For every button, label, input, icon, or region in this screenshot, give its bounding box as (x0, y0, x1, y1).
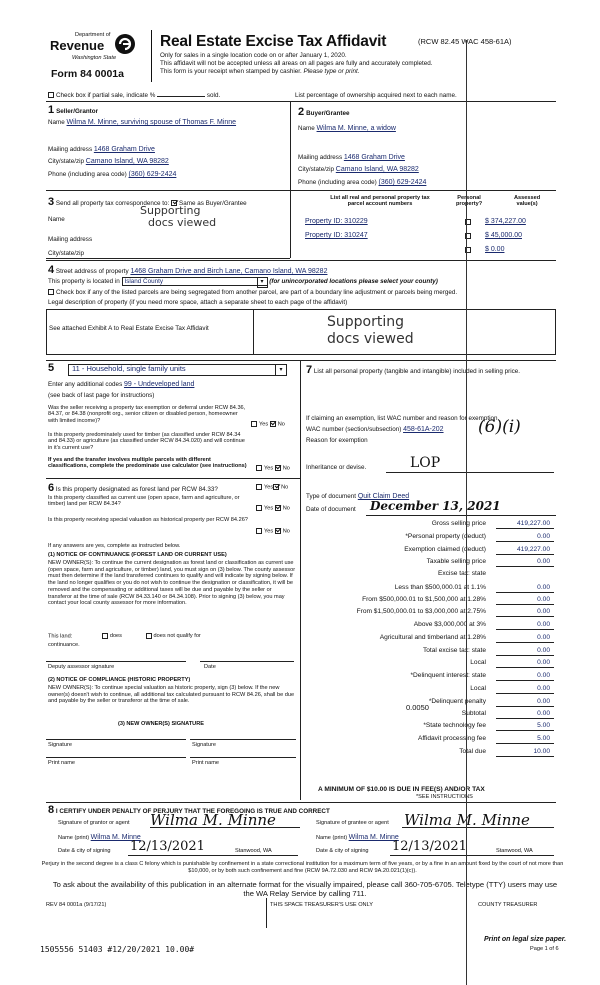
doc-date-handwritten[interactable]: December 13, 2021 (370, 499, 501, 513)
does-not-checkbox[interactable] (146, 633, 152, 639)
revenue-logo-icon (114, 33, 136, 55)
seller-name-row: Name Wilma M. Minne, surviving spouse of Thomas F. Minne (48, 119, 237, 126)
buyer-city-row: City/state/zip Camano Island, WA 98282 (298, 166, 419, 173)
doc-type-value[interactable]: Quit Claim Deed (357, 493, 410, 500)
tax-row-value[interactable]: 0.00 (537, 659, 550, 666)
tax-row-value[interactable]: 0.00 (537, 710, 550, 717)
tax-row-label: From $500,000.01 to $1,500,000 at 1.28% (362, 596, 486, 603)
grantee-city-value[interactable]: Stanwood, WA (496, 848, 533, 854)
tax-row-label: Less than $500,000.01 at 1.1% (394, 584, 486, 591)
tax-row-value[interactable]: 10.00 (533, 748, 550, 755)
personal-property-heading: Personal property? (456, 195, 483, 208)
buyer-city-value[interactable]: Camano Island, WA 98282 (335, 166, 419, 173)
treasurer-use-label: THIS SPACE TREASURER'S USE ONLY (270, 902, 374, 908)
tax-row-value[interactable]: 0.00 (537, 621, 550, 628)
buyer-mailing-row: Mailing address 1468 Graham Drive (298, 154, 405, 161)
parcel-id-value[interactable]: Property ID: 310247 (305, 232, 368, 239)
seller-mailing-value[interactable]: 1468 Graham Drive (93, 146, 155, 153)
q6c-yes-no[interactable]: Yes No (256, 528, 290, 535)
grantor-city-value[interactable]: Stanwood, WA (235, 848, 272, 854)
tax-row-value[interactable]: 0.00 (537, 672, 550, 679)
tax-row-label: Taxable selling price (426, 558, 486, 565)
tax-row-underline (496, 756, 554, 757)
exemption-claim-note: If claiming an exemption, list WAC number and reason for exemption. (306, 415, 500, 422)
grantor-name-value[interactable]: Wilma M. Minne (90, 834, 141, 841)
reason-value[interactable]: Inheritance or devise. (306, 464, 367, 471)
additional-codes-value[interactable]: 99 - Undeveloped land (123, 381, 195, 388)
page-number: Page 1 of 6 (530, 946, 559, 952)
seller-name-value[interactable]: Wilma M. Minne, surviving spouse of Thomas F. Minne (66, 119, 237, 126)
doc-date-row: Date of document (306, 506, 356, 513)
legal-size-note: Print on legal size paper. (484, 936, 567, 943)
tax-row-label: Agricultural and timberland at 1.28% (379, 634, 486, 641)
tax-correspondence-heading: 3 Send all property tax correspondence to: Same as Buyer/Grantee (48, 196, 247, 208)
minimum-due-note: A MINIMUM OF $10.00 IS DUE IN FEE(S) AND/OR TAX (318, 786, 485, 793)
seller-heading: 1 Seller/Grantor (48, 104, 99, 116)
county-treasurer-label: COUNTY TREASURER (478, 902, 538, 908)
header-note1: Only for sales in a single location code on or after January 1, 2020. (160, 52, 347, 59)
tax-row-value[interactable]: 5.00 (537, 735, 550, 742)
street-address-value[interactable]: 1468 Graham Drive and Birch Lane, Camano Island, WA 98282 (130, 268, 328, 275)
perjury-notice: Perjury in the second degree is a class C felony which is punishable by confinement in a state correctional institution for a maximum term of five years, or by a fine in an amount fixed by the court of not more than $10,000, or by both such confinement and fine (RCW 9A.72.030 and RCW 9A.20.021(1)(c)). (41, 861, 564, 874)
parcels-heading: List all real and personal property tax parcel account numbers (330, 195, 430, 208)
compliance-heading: (2) NOTICE OF COMPLIANCE (HISTORIC PROPERTY) (48, 677, 191, 683)
grantee-date-value[interactable]: 12/13/2021 (392, 839, 467, 854)
additional-codes-row: Enter any additional codes 99 - Undeveloped land (48, 381, 195, 388)
tax-row-label: Local (470, 685, 486, 692)
current-use-question: Is this property classified as current use (open space, farm and agriculture, or timber) land per RCW 84.34? (48, 495, 240, 508)
buyer-phone-value[interactable]: (360) 629-2424 (378, 179, 427, 186)
seller-city-value[interactable]: Camano Island, WA 98282 (85, 158, 169, 165)
header-note3: This form is your receipt when stamped by cashier. Please type or print. (160, 68, 360, 75)
tax-row-value[interactable]: 0.00 (537, 596, 550, 603)
assessed-value[interactable]: $ 0.00 (485, 246, 505, 253)
owner-print-name-2: Print name (192, 760, 220, 766)
forest-land-question: 6 Is this property designated as forest land per RCW 84.33? (48, 482, 218, 494)
deputy-signature-label: Deputy assessor signature (48, 664, 115, 670)
chevron-down-icon: ▾ (257, 277, 268, 288)
seller-phone-row: Phone (including area code) (360) 629-2424 (48, 171, 177, 178)
tax-row-underline (496, 667, 554, 668)
legal-description-box[interactable] (46, 309, 556, 355)
header-note2: This affidavit will not be accepted unless all areas on all pages are fully and accurately completed. (160, 60, 433, 67)
form-revision: REV 84 0001a (9/17/21) (46, 902, 107, 908)
tax-row-value[interactable]: 5.00 (537, 722, 550, 729)
assessed-value[interactable]: $ 45,000.00 (485, 232, 522, 239)
tax-corr-mailing-label: Mailing address (48, 236, 93, 243)
does-checkbox[interactable] (102, 633, 108, 639)
tax-row-underline (496, 566, 554, 567)
tax-row-label: *Delinquent penalty (428, 698, 486, 705)
grantor-signature-label: Signature of grantor or agent (58, 820, 130, 826)
street-address-row: 4 Street address of property 1468 Graham Drive and Birch Lane, Camano Island, WA 98282 (48, 264, 328, 276)
section5-number: 5 (48, 362, 55, 374)
tax-row-label: *State technology fee (423, 722, 486, 729)
legal-description-text: See attached Exhibit A to Real Estate Excise Tax Affidavit (49, 325, 209, 332)
deputy-date-label: Date (204, 664, 216, 670)
tax-row-label: Subtotal (461, 710, 486, 717)
parcel-row (305, 218, 555, 226)
tax-row-label: Above $3,000,000 at 3% (413, 621, 486, 628)
rcw-ref: (RCW 82.45 WAC 458-61A) (418, 37, 512, 46)
doc-type-row: Type of document Quit Claim Deed (306, 493, 410, 500)
buyer-name-row: Name Wilma M. Minne, a widow (298, 125, 396, 132)
continuance-body: NEW OWNER(S): To continue the current designation as forest land or classification as current use (open space, farm and agriculture, or timber) land, you must sign on (3) below. The county assessor must then determine if the land transferred continues to qualify and will indicate by signing below. If the land no longer qualifies or you do not wish to continue the designation or classification, it will be removed and the compensating or additional taxes will be due and payable by the seller or transferor at the time of sale (RCW 84.33.140 or 84.34.108). Prior to signing (3) below, you may contact your local county assessor for more information. (48, 560, 296, 607)
tax-row-value[interactable]: 419,227.00 (516, 520, 550, 527)
tax-row-underline (496, 604, 554, 605)
seller-phone-value[interactable]: (360) 629-2424 (128, 171, 177, 178)
grantor-date-row: Date & city of signing (58, 848, 111, 854)
county-select[interactable]: Island County ▾ (122, 277, 268, 286)
form-number: Form 84 0001a (51, 68, 124, 80)
tax-row-label: Total due (459, 748, 486, 755)
q2-yes-no[interactable]: Yes No (256, 465, 290, 472)
partial-sale-checkbox[interactable]: Check box if partial sale, indicate % sold. (48, 92, 220, 99)
wac-handwritten: (6)(i) (478, 417, 521, 437)
dor-logo (50, 30, 150, 80)
q6a-yes-no[interactable]: Yes No (256, 484, 288, 491)
tax-row-value[interactable]: 0.00 (537, 647, 550, 654)
land-use-select[interactable]: 11 - Household, single family units ▾ (68, 364, 287, 376)
form-title: Real Estate Excise Tax Affidavit (160, 33, 387, 50)
tax-row-value[interactable]: 419,227.00 (516, 546, 550, 553)
tax-row-underline (496, 655, 554, 656)
tax-row-label: From $1,500,000.01 to $3,000,000 at 2.75% (356, 608, 486, 615)
tax-row-label: Gross selling price (431, 520, 486, 527)
buyer-name-value[interactable]: Wilma M. Minne, a widow (316, 125, 396, 132)
assessed-value-heading: Assessed value(s) (514, 195, 541, 208)
tax-row-label: Local (470, 659, 486, 666)
compliance-body: NEW OWNER(S): To continue special valuation as historic property, sign (3) below. If the new owner(s) doesn't wish to continue, all additional tax calculated pursuant to RCW 84.26, shall be due and payable by the seller or transferor at the time of sale. (48, 685, 295, 705)
dept-state: Washington State (72, 55, 117, 61)
ownership-note: List percentage of ownership acquired next to each name. (295, 92, 457, 99)
tax-row-underline (496, 541, 554, 542)
grantor-date-value[interactable]: 12/13/2021 (130, 839, 205, 854)
grantee-name-value[interactable]: Wilma M. Minne (348, 834, 399, 841)
tax-row-underline (496, 693, 554, 694)
tax-row-value[interactable]: 0.00 (537, 558, 550, 565)
parcel-id-value[interactable]: Property ID: 310229 (305, 218, 368, 225)
tax-row-underline (496, 629, 554, 630)
tax-row-value[interactable]: 0.00 (537, 634, 550, 641)
supporting-docs-stamp-small: Supporting docs viewed (140, 204, 217, 230)
tax-corr-city-label: City/state/zip (48, 250, 85, 257)
exemption-deferral-question: Was the seller receiving a property tax exemption or deferral under RCW 84.36, 84.37, or 84.38 (nonprofit org., senior citizen or disabled person, homeowner with limited income)? (48, 405, 246, 424)
reason-handwritten: LOP (410, 455, 441, 471)
buyer-heading: 2 Buyer/Grantee (298, 106, 350, 118)
tax-row-value[interactable]: 0.00 (537, 698, 550, 705)
chevron-down-icon: ▾ (275, 365, 286, 375)
dept-name: Revenue (50, 38, 105, 53)
this-land-row: This land: does does not qualify for (48, 633, 201, 640)
tax-row-value[interactable]: 0.00 (537, 533, 550, 540)
grantee-date-row: Date & city of signing (316, 848, 369, 854)
tax-row-underline (496, 680, 554, 681)
see-instructions-note: *SEE INSTRUCTIONS (416, 794, 473, 800)
continuance-word: continuance. (48, 642, 80, 648)
tax-row-underline (496, 592, 554, 593)
county-row: This property is located in Island County ▾ (for unincorporated locations please select your county) (48, 277, 438, 286)
owner-print-name-1: Print name (48, 760, 76, 766)
tax-row-underline (496, 554, 554, 555)
tax-row-underline (496, 718, 554, 719)
assessed-value[interactable]: $ 374,227.00 (485, 218, 526, 225)
seller-mailing-row: Mailing address 1468 Graham Drive (48, 146, 155, 153)
continuance-heading: (1) NOTICE OF CONTINUANCE (FOREST LAND OR CURRENT USE) (48, 552, 227, 558)
reason-label: Reason for exemption (306, 437, 368, 444)
tax-row-underline (496, 706, 554, 707)
tax-row-value[interactable]: 0.00 (537, 584, 550, 591)
grantor-name-row: Name (print) Wilma M. Minne (58, 834, 141, 841)
tax-row-underline (496, 642, 554, 643)
segregated-checkbox-row[interactable]: Check box if any of the listed parcels are being segregated from another parcel, are part of a boundary line adjustment or parcels being merged. (48, 289, 457, 296)
tax-row-label: *Delinquent interest: state (410, 672, 486, 679)
tax-row-value[interactable]: 0.00 (537, 608, 550, 615)
grantee-name-row: Name (print) Wilma M. Minne (316, 834, 399, 841)
historical-question: Is this property receiving special valuation as historical property per RCW 84.26? (48, 517, 248, 523)
wac-row: WAC number (section/subsection) 458-61A-202 (306, 426, 444, 433)
local-rate-value: 0.0050 (406, 703, 429, 712)
tax-row-label: *Personal property (deduct) (405, 533, 486, 540)
buyer-mailing-value[interactable]: 1468 Graham Drive (343, 154, 405, 161)
tax-row-label: Affidavit processing fee (417, 735, 486, 742)
tax-row-underline (496, 743, 554, 744)
grantee-signature-label: Signature of grantee or agent (316, 820, 389, 826)
recording-stamp: 1505556 51403 #12/20/2021 10.00# (40, 945, 195, 954)
availability-notice: To ask about the availability of this publication in an alternate format for the visually impaired, please call 360-705-6705. Teletype (TTY) users may use the WA Relay Service by calling 711. (52, 880, 558, 899)
tax-row-label: Exemption claimed (deduct) (404, 546, 486, 553)
seller-city-row: City/state/zip Camano Island, WA 98282 (48, 158, 169, 165)
new-owner-signature-heading: (3) NEW OWNER(S) SIGNATURE (118, 721, 204, 727)
grantor-signature[interactable]: Wilma M. Minne (150, 811, 276, 829)
tax-row-underline (496, 730, 554, 731)
wac-value[interactable]: 458-61A-202 (403, 426, 444, 433)
tax-row-label: Total excise tax: state (422, 647, 486, 654)
tax-row-value[interactable]: 0.00 (537, 685, 550, 692)
supporting-docs-stamp: Supporting docs viewed (327, 314, 414, 347)
buyer-phone-row: Phone (including area code) (360) 629-2424 (298, 179, 427, 186)
owner-signature-label-1: Signature (48, 742, 72, 748)
tax-row-underline (496, 528, 554, 529)
if-yes-note: If any answers are yes, complete as instructed below. (48, 543, 181, 549)
tax-row-label: Excise tax: state (437, 570, 486, 577)
grantee-signature[interactable]: Wilma M. Minne (404, 811, 530, 829)
parcel-row (305, 232, 555, 240)
dept-line1: Department of (75, 32, 111, 38)
timber-question: Is this property predominately used for timber (as classified under RCW 84.34 and 84.33) or agriculture (as classified under RCW 84.34.020) and will continue in it's current use? (48, 432, 245, 451)
q1-yes-no[interactable]: Yes No (251, 421, 285, 428)
q6b-yes-no[interactable]: Yes No (256, 505, 290, 512)
owner-signature-label-2: Signature (192, 742, 216, 748)
see-back-note: (see back of last page for instructions) (48, 392, 155, 399)
tax-corr-name-label: Name (48, 216, 65, 223)
legal-description-label: Legal description of property (if you need more space, attach a separate sheet to each page of the affidavit) (48, 299, 348, 306)
certify-heading: 8 I CERTIFY UNDER PENALTY OF PERJURY THAT THE FOREGOING IS TRUE AND CORRECT (48, 804, 330, 816)
timber-question-note: If yes and the transfer involves multiple parcels with different classifications, complete the predominate use calculator (see instructions) (48, 457, 247, 470)
personal-property-list-heading: 7 List all personal property (tangible and intangible) included in selling price. (306, 364, 521, 376)
tax-row-underline (496, 616, 554, 617)
